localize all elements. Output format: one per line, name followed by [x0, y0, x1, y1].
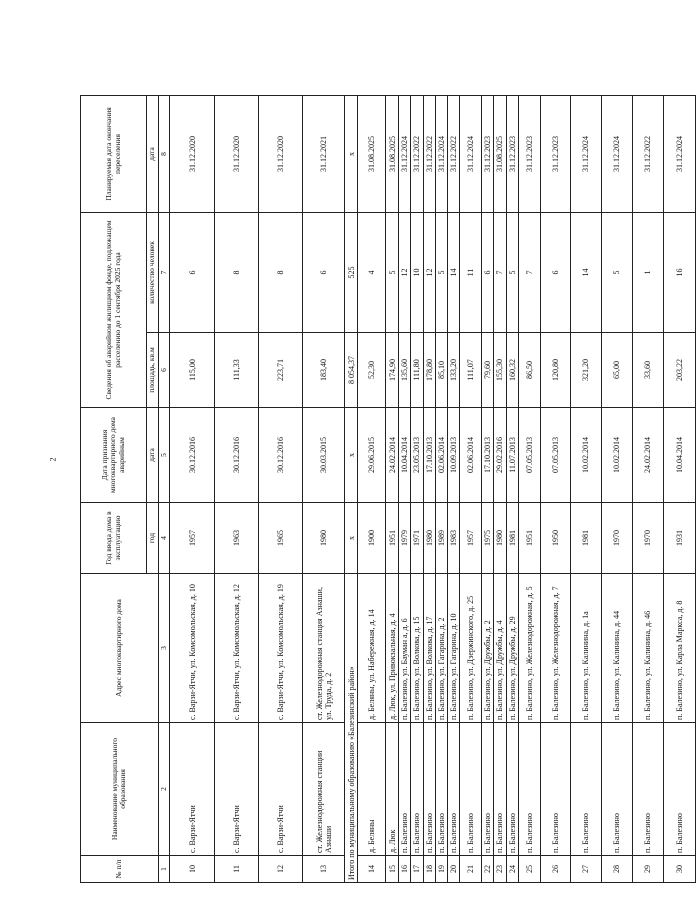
row-plan-date: 31.12.2022 — [632, 95, 663, 212]
row-number: 12 — [259, 856, 303, 883]
row-people: 12 — [399, 212, 411, 332]
column-number: 3 — [158, 574, 170, 723]
row-plan-date: 31.12.2024 — [663, 95, 695, 212]
row-municipality: п. Балезино — [448, 723, 460, 856]
row-year: 1980 — [303, 503, 345, 574]
row-people: 5 — [386, 212, 399, 332]
header-emergency-info: Сведения об аварийном жилищном фонде, подлежащем расселению до 1 сентября 2025 года — [81, 212, 147, 407]
row-plan-date: 31.12.2024 — [460, 95, 482, 212]
table-row — [303, 95, 345, 882]
row-area: 155,30 — [494, 333, 506, 408]
row-people: 11 — [460, 212, 482, 332]
table-row — [632, 95, 663, 882]
row-area: 321,20 — [570, 333, 601, 408]
row-date: 10.02.2014 — [601, 408, 632, 503]
table-row — [448, 95, 460, 882]
table-row — [663, 95, 695, 882]
row-area: 111,07 — [460, 333, 482, 408]
total-label: Итого по муниципальному образованию «Балезинский район» — [345, 574, 358, 883]
row-area: 115,00 — [170, 333, 215, 408]
row-plan-date: 31.12.2023 — [518, 95, 540, 212]
row-year: 1983 — [448, 503, 460, 574]
row-people: 6 — [170, 212, 215, 332]
row-address: п. Балезино, ул. Бауман а, д. 6 — [399, 574, 411, 723]
row-number: 28 — [601, 856, 632, 883]
row-plan-date: 31.12.2022 — [423, 95, 435, 212]
row-people: 1 — [632, 212, 663, 332]
row-people: 10 — [411, 212, 423, 332]
row-number: 14 — [358, 856, 386, 883]
row-number: 17 — [411, 856, 423, 883]
row-date: 11.07.2013 — [506, 408, 518, 503]
row-year: 1965 — [259, 503, 303, 574]
row-plan-date: 31.12.2024 — [601, 95, 632, 212]
row-address: п. Балезино, ул. Дружбы, д. 2 — [482, 574, 494, 723]
row-municipality: п. Балезино — [435, 723, 447, 856]
row-address: ст. Железнодорожная станция Азнаши, ул. Труда, д. 2 — [303, 574, 345, 723]
row-address: п. Балезино, ул. Калинина, д. 1а — [570, 574, 601, 723]
row-address: с. Варзи-Ятчи, ул. Комсомольская, д. 19 — [259, 574, 303, 723]
column-number: 7 — [158, 212, 170, 332]
row-plan-date: 31.12.2023 — [482, 95, 494, 212]
row-municipality: п. Балезино — [663, 723, 695, 856]
row-address: п. Балезино, ул. Карла Маркса, д. 8 — [663, 574, 695, 723]
row-address: с. Варзи-Ятчи, ул. Комсомольская, д. 10 — [170, 574, 215, 723]
row-area: 223,71 — [259, 333, 303, 408]
page-number: 2 — [48, 457, 58, 462]
row-address: п. Балезино, ул. Гагарина, д. 10 — [448, 574, 460, 723]
row-area: 133,20 — [448, 333, 460, 408]
table-header — [81, 95, 170, 882]
row-area: 79,60 — [482, 333, 494, 408]
row-people: 14 — [570, 212, 601, 332]
row-people: 7 — [518, 212, 540, 332]
row-plan-date: 31.08.2025 — [494, 95, 506, 212]
row-date: 10.04.2014 — [399, 408, 411, 503]
column-number: 6 — [158, 333, 170, 408]
row-area: 85,10 — [435, 333, 447, 408]
row-date: 30.03.2015 — [303, 408, 345, 503]
row-year: 1975 — [482, 503, 494, 574]
row-number: 11 — [215, 856, 259, 883]
table-row — [259, 95, 303, 882]
row-people: 5 — [506, 212, 518, 332]
row-plan-date: 31.12.2023 — [506, 95, 518, 212]
row-date: 02.06.2014 — [435, 408, 447, 503]
total-date: x — [345, 408, 358, 503]
row-area: 111,80 — [411, 333, 423, 408]
header-municipality: Наименование муниципального образования — [81, 723, 159, 856]
row-address: п. Балезино, ул. Калинина, д. 46 — [632, 574, 663, 723]
row-plan-date: 31.12.2022 — [411, 95, 423, 212]
row-number: 25 — [518, 856, 540, 883]
table-row — [540, 95, 570, 882]
row-number: 30 — [663, 856, 695, 883]
row-plan-date: 31.12.2020 — [259, 95, 303, 212]
row-area: 65,00 — [601, 333, 632, 408]
row-area: 33,60 — [632, 333, 663, 408]
row-year: 1980 — [494, 503, 506, 574]
row-people: 14 — [448, 212, 460, 332]
row-people: 5 — [601, 212, 632, 332]
table-row — [518, 95, 540, 882]
row-area: 111,33 — [215, 333, 259, 408]
column-number: 4 — [158, 503, 170, 574]
row-year: 1989 — [435, 503, 447, 574]
subheader-year: год — [147, 503, 159, 574]
column-number: 8 — [158, 95, 170, 212]
row-date: 29.02.2016 — [494, 408, 506, 503]
row-plan-date: 31.12.2020 — [215, 95, 259, 212]
row-year: 1931 — [663, 503, 695, 574]
row-area: 183,40 — [303, 333, 345, 408]
row-municipality: п. Балезино — [570, 723, 601, 856]
row-area: 135,60 — [399, 333, 411, 408]
row-year: 1981 — [570, 503, 601, 574]
table-row — [460, 95, 482, 882]
row-plan-date: 31.12.2024 — [570, 95, 601, 212]
row-year: 1970 — [601, 503, 632, 574]
row-year: 1980 — [423, 503, 435, 574]
row-address: п. Балезино, ул. Волкова, д. 17 — [423, 574, 435, 723]
row-area: 120,80 — [540, 333, 570, 408]
row-year: 1971 — [411, 503, 423, 574]
row-number: 20 — [448, 856, 460, 883]
row-year: 1979 — [399, 503, 411, 574]
row-number: 21 — [460, 856, 482, 883]
row-number: 24 — [506, 856, 518, 883]
row-date: 24.02.2014 — [386, 408, 399, 503]
row-date: 10.02.2014 — [570, 408, 601, 503]
header-address: Адрес многоквартирного дома — [81, 574, 159, 723]
row-people: 6 — [482, 212, 494, 332]
table-row — [506, 95, 518, 882]
table-row — [423, 95, 435, 882]
row-plan-date: 31.12.2024 — [435, 95, 447, 212]
row-address: п. Балезино, ул. Железнодорожная, д. 7 — [540, 574, 570, 723]
row-people: 7 — [494, 212, 506, 332]
row-address: п. Балезино, ул. Дружбы, д. 4 — [494, 574, 506, 723]
row-year: 1957 — [170, 503, 215, 574]
row-number: 23 — [494, 856, 506, 883]
row-address: п. Балезино, ул. Дзержинского, д. 25 — [460, 574, 482, 723]
row-date: 07.05.2013 — [518, 408, 540, 503]
header-emergency-date: Дата признания многоквартирного дома аварийным — [81, 408, 147, 503]
column-number: 2 — [158, 723, 170, 856]
row-people: 8 — [215, 212, 259, 332]
row-municipality: п. Балезино — [601, 723, 632, 856]
row-year: 1963 — [215, 503, 259, 574]
row-date: 10.04.2014 — [663, 408, 695, 503]
row-date: 23.05.2013 — [411, 408, 423, 503]
table-row — [386, 95, 399, 882]
row-year: 1957 — [460, 503, 482, 574]
row-municipality: с. Варзи-Ятчи — [215, 723, 259, 856]
row-plan-date: 31.08.2025 — [386, 95, 399, 212]
row-number: 18 — [423, 856, 435, 883]
row-plan-date: 31.08.2025 — [358, 95, 386, 212]
row-address: п. Балезино, ул. Дружбы, д. 29 — [506, 574, 518, 723]
header-year: Год ввода дома в эксплуатацию — [81, 503, 147, 574]
row-municipality: с. Варзи-Ятчи — [170, 723, 215, 856]
table-body-upper — [170, 95, 345, 882]
total-section — [345, 95, 358, 882]
row-plan-date: 31.12.2021 — [303, 95, 345, 212]
table-row — [358, 95, 386, 882]
row-number: 22 — [482, 856, 494, 883]
table-row — [170, 95, 215, 882]
rotated-page — [80, 96, 684, 883]
table-row — [435, 95, 447, 882]
row-date: 17.10.2013 — [482, 408, 494, 503]
row-municipality: с. Варзи-Ятчи — [259, 723, 303, 856]
row-address: п. Балезино, ул. Волкова, д. 15 — [411, 574, 423, 723]
table-row — [482, 95, 494, 882]
row-plan-date: 31.12.2022 — [448, 95, 460, 212]
subheader-area: площадь, кв.м — [147, 333, 159, 408]
row-municipality: д. Люк — [386, 723, 399, 856]
row-people: 5 — [435, 212, 447, 332]
row-area: 160,32 — [506, 333, 518, 408]
row-municipality: д. Беляны — [358, 723, 386, 856]
row-area: 52,30 — [358, 333, 386, 408]
row-people: 16 — [663, 212, 695, 332]
row-municipality: п. Балезино — [399, 723, 411, 856]
row-municipality: п. Балезино — [494, 723, 506, 856]
table-row — [411, 95, 423, 882]
row-municipality: п. Балезино — [482, 723, 494, 856]
row-date: 24.02.2014 — [632, 408, 663, 503]
row-year: 1970 — [632, 503, 663, 574]
housing-table — [80, 95, 696, 883]
row-date: 17.10.2013 — [423, 408, 435, 503]
row-people: 6 — [303, 212, 345, 332]
row-area: 174,90 — [386, 333, 399, 408]
total-area: 8 054,37 — [345, 333, 358, 408]
row-municipality: п. Балезино — [423, 723, 435, 856]
row-address: д. Беляны, ул. Набережная, д. 14 — [358, 574, 386, 723]
row-municipality: п. Балезино — [540, 723, 570, 856]
row-date: 10.09.2013 — [448, 408, 460, 503]
row-date: 30.12.2016 — [259, 408, 303, 503]
row-number: 15 — [386, 856, 399, 883]
subheader-date: дата — [147, 408, 159, 503]
row-area: 86,50 — [518, 333, 540, 408]
table-row — [601, 95, 632, 882]
header-planned-date: Планируемая дата окончания переселения — [81, 95, 147, 212]
row-address: д. Люк, ул. Привокзальная, д. 4 — [386, 574, 399, 723]
table-body-lower — [358, 95, 696, 882]
row-address: п. Балезино, ул. Гагарина, д. 2 — [435, 574, 447, 723]
total-year: x — [345, 503, 358, 574]
row-number: 10 — [170, 856, 215, 883]
column-number: 5 — [158, 408, 170, 503]
row-plan-date: 31.12.2020 — [170, 95, 215, 212]
row-municipality: ст. Железнодорожная станции Азнаши — [303, 723, 345, 856]
row-municipality: п. Балезино — [518, 723, 540, 856]
total-people: 525 — [345, 212, 358, 332]
header-number: № п/п — [81, 856, 159, 883]
row-address: п. Балезино, ул. Калинина, д. 44 — [601, 574, 632, 723]
subheader-plan-date: дата — [147, 95, 159, 212]
total-row — [345, 95, 358, 882]
row-date: 07.05.2013 — [540, 408, 570, 503]
row-date: 30.12.2016 — [215, 408, 259, 503]
row-people: 4 — [358, 212, 386, 332]
row-municipality: п. Балезино — [632, 723, 663, 856]
table-row — [215, 95, 259, 882]
row-number: 16 — [399, 856, 411, 883]
row-date: 30.12.2016 — [170, 408, 215, 503]
row-people: 6 — [540, 212, 570, 332]
row-number: 13 — [303, 856, 345, 883]
table-row — [399, 95, 411, 882]
column-number: 1 — [158, 856, 170, 883]
row-address: п. Балезино, ул. Железнодорожная, д. 5 — [518, 574, 540, 723]
row-plan-date: 31.12.2023 — [540, 95, 570, 212]
row-plan-date: 31.12.2024 — [399, 95, 411, 212]
row-date: 02.06.2014 — [460, 408, 482, 503]
row-municipality: п. Балезино — [411, 723, 423, 856]
row-number: 29 — [632, 856, 663, 883]
row-number: 27 — [570, 856, 601, 883]
row-year: 1900 — [358, 503, 386, 574]
table-row — [570, 95, 601, 882]
table-row — [494, 95, 506, 882]
row-year: 1951 — [386, 503, 399, 574]
row-area: 178,80 — [423, 333, 435, 408]
total-plan: x — [345, 95, 358, 212]
row-area: 203,22 — [663, 333, 695, 408]
row-number: 26 — [540, 856, 570, 883]
row-people: 12 — [423, 212, 435, 332]
row-date: 29.06.2015 — [358, 408, 386, 503]
row-number: 19 — [435, 856, 447, 883]
row-municipality: п. Балезино — [460, 723, 482, 856]
row-people: 8 — [259, 212, 303, 332]
row-year: 1981 — [506, 503, 518, 574]
row-address: с. Варзи-Ятчи, ул. Комсомольская, д. 12 — [215, 574, 259, 723]
subheader-people: количество человек — [147, 212, 159, 332]
row-year: 1951 — [518, 503, 540, 574]
row-municipality: п. Балезино — [506, 723, 518, 856]
row-year: 1950 — [540, 503, 570, 574]
